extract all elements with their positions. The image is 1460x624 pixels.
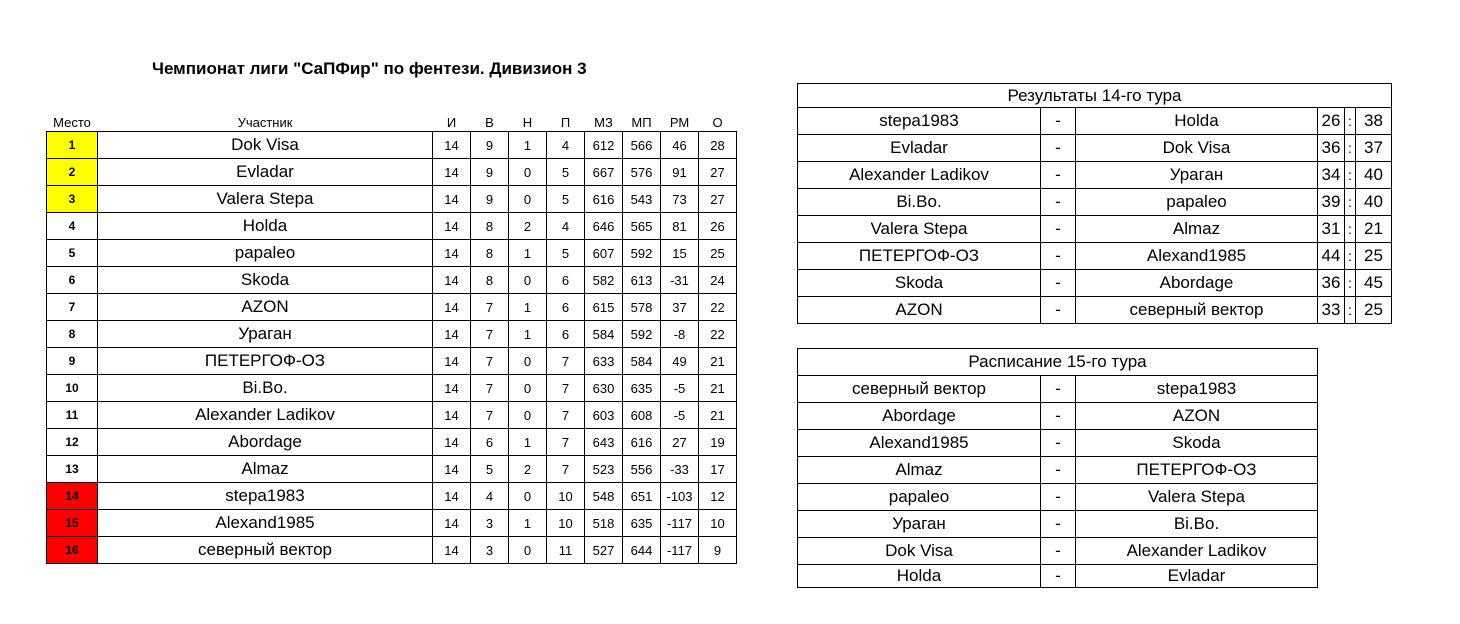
schedule-row — [798, 511, 1318, 538]
schedule-header-row — [798, 349, 1318, 376]
draws-cell: 2 — [509, 213, 547, 240]
missed-cell: 592 — [623, 240, 661, 267]
scored-cell: 607 — [585, 240, 623, 267]
header-scored: МЗ — [594, 115, 613, 130]
missed-cell: 635 — [623, 375, 661, 402]
missed-cell: 543 — [623, 186, 661, 213]
games-cell: 14 — [433, 240, 471, 267]
points-cell: 17 — [699, 456, 737, 483]
place-cell: 13 — [47, 456, 98, 483]
header-losses: П — [560, 115, 571, 130]
points-cell: 22 — [699, 321, 737, 348]
losses-cell: 10 — [547, 510, 585, 537]
missed-cell: 578 — [623, 294, 661, 321]
place-cell: 15 — [47, 510, 98, 537]
losses-cell: 4 — [547, 132, 585, 159]
scored-cell: 630 — [585, 375, 623, 402]
schedule-row — [798, 376, 1318, 403]
participant-name: Ураган — [98, 321, 433, 348]
score-colon: : — [1345, 189, 1356, 216]
missed-cell: 616 — [623, 429, 661, 456]
separator: - — [1041, 216, 1076, 243]
diff-cell: -117 — [661, 510, 699, 537]
separator: - — [1041, 565, 1076, 588]
standings-table — [46, 110, 737, 564]
result-row — [798, 162, 1392, 189]
scored-cell: 643 — [585, 429, 623, 456]
diff-cell: -8 — [661, 321, 699, 348]
diff-cell: 49 — [661, 348, 699, 375]
losses-cell: 7 — [547, 429, 585, 456]
away-team: AZON — [1076, 403, 1318, 430]
score-colon: : — [1345, 162, 1356, 189]
home-team: Bi.Bo. — [798, 189, 1041, 216]
place-cell: 14 — [47, 483, 98, 510]
draws-cell: 1 — [509, 321, 547, 348]
separator: - — [1041, 457, 1076, 484]
points-cell: 22 — [699, 294, 737, 321]
wins-cell: 8 — [471, 213, 509, 240]
standings-row — [47, 240, 737, 267]
place-cell: 8 — [47, 321, 98, 348]
losses-cell: 6 — [547, 321, 585, 348]
away-team: северный вектор — [1076, 297, 1318, 324]
header-place: Место — [53, 115, 91, 130]
separator: - — [1041, 430, 1076, 457]
wins-cell: 4 — [471, 483, 509, 510]
separator: - — [1041, 135, 1076, 162]
wins-cell: 5 — [471, 456, 509, 483]
draws-cell: 1 — [509, 429, 547, 456]
games-cell: 14 — [433, 267, 471, 294]
home-team: Valera Stepa — [798, 216, 1041, 243]
separator: - — [1041, 538, 1076, 565]
diff-cell: -5 — [661, 402, 699, 429]
separator: - — [1041, 108, 1076, 135]
result-row — [798, 216, 1392, 243]
home-team: северный вектор — [798, 376, 1041, 403]
scored-cell: 612 — [585, 132, 623, 159]
standings-row — [47, 321, 737, 348]
schedule-title: Расписание 15-го тура — [798, 349, 1318, 376]
home-score: 44 — [1318, 243, 1345, 270]
diff-cell: -5 — [661, 375, 699, 402]
home-team: Abordage — [798, 403, 1041, 430]
points-cell: 21 — [699, 402, 737, 429]
away-score: 40 — [1356, 162, 1392, 189]
home-team: ПЕТЕРГОФ-ОЗ — [798, 243, 1041, 270]
participant-name: Valera Stepa — [98, 186, 433, 213]
participant-name: северный вектор — [98, 537, 433, 564]
points-cell: 27 — [699, 159, 737, 186]
missed-cell: 565 — [623, 213, 661, 240]
header-participant: Участник — [237, 115, 293, 130]
draws-cell: 0 — [509, 402, 547, 429]
home-score: 36 — [1318, 270, 1345, 297]
home-team: Evladar — [798, 135, 1041, 162]
diff-cell: 15 — [661, 240, 699, 267]
wins-cell: 3 — [471, 510, 509, 537]
losses-cell: 6 — [547, 294, 585, 321]
points-cell: 28 — [699, 132, 737, 159]
home-team: stepa1983 — [798, 108, 1041, 135]
results-header-row — [798, 84, 1392, 108]
draws-cell: 1 — [509, 132, 547, 159]
games-cell: 14 — [433, 510, 471, 537]
games-cell: 14 — [433, 375, 471, 402]
place-cell: 4 — [47, 213, 98, 240]
missed-cell: 556 — [623, 456, 661, 483]
separator: - — [1041, 189, 1076, 216]
losses-cell: 4 — [547, 213, 585, 240]
away-team: Ураган — [1076, 162, 1318, 189]
separator: - — [1041, 297, 1076, 324]
away-team: Evladar — [1076, 565, 1318, 588]
diff-cell: -117 — [661, 537, 699, 564]
score-colon: : — [1345, 243, 1356, 270]
points-cell: 9 — [699, 537, 737, 564]
missed-cell: 644 — [623, 537, 661, 564]
diff-cell: 27 — [661, 429, 699, 456]
away-team: Holda — [1076, 108, 1318, 135]
games-cell: 14 — [433, 213, 471, 240]
away-team: Bi.Bo. — [1076, 511, 1318, 538]
losses-cell: 10 — [547, 483, 585, 510]
points-cell: 19 — [699, 429, 737, 456]
away-team: Alexand1985 — [1076, 243, 1318, 270]
separator: - — [1041, 270, 1076, 297]
standings-row — [47, 186, 737, 213]
page-title: Чемпионат лиги "СаПФир" по фентези. Дивизион 3 — [152, 59, 587, 78]
away-score: 25 — [1356, 297, 1392, 324]
away-team: Almaz — [1076, 216, 1318, 243]
away-team: Valera Stepa — [1076, 484, 1318, 511]
standings-row — [47, 483, 737, 510]
place-cell: 12 — [47, 429, 98, 456]
standings-row — [47, 267, 737, 294]
missed-cell: 576 — [623, 159, 661, 186]
away-score: 40 — [1356, 189, 1392, 216]
away-team: stepa1983 — [1076, 376, 1318, 403]
games-cell: 14 — [433, 348, 471, 375]
place-cell: 16 — [47, 537, 98, 564]
away-team: Abordage — [1076, 270, 1318, 297]
result-row — [798, 243, 1392, 270]
wins-cell: 7 — [471, 321, 509, 348]
result-row — [798, 189, 1392, 216]
games-cell: 14 — [433, 537, 471, 564]
standings-row — [47, 510, 737, 537]
result-row — [798, 108, 1392, 135]
standings-row — [47, 429, 737, 456]
missed-cell: 635 — [623, 510, 661, 537]
games-cell: 14 — [433, 429, 471, 456]
games-cell: 14 — [433, 294, 471, 321]
results-title: Результаты 14-го тура — [798, 84, 1392, 108]
standings-row — [47, 294, 737, 321]
diff-cell: 81 — [661, 213, 699, 240]
standings-row — [47, 402, 737, 429]
schedule-row — [798, 538, 1318, 565]
participant-name: AZON — [98, 294, 433, 321]
result-row — [798, 135, 1392, 162]
games-cell: 14 — [433, 321, 471, 348]
schedule-row — [798, 484, 1318, 511]
away-team: ПЕТЕРГОФ-ОЗ — [1076, 457, 1318, 484]
participant-name: Skoda — [98, 267, 433, 294]
draws-cell: 0 — [509, 267, 547, 294]
schedule-row — [798, 403, 1318, 430]
wins-cell: 7 — [471, 402, 509, 429]
scored-cell: 548 — [585, 483, 623, 510]
participant-name: stepa1983 — [98, 483, 433, 510]
diff-cell: 46 — [661, 132, 699, 159]
home-team: Almaz — [798, 457, 1041, 484]
schedule-table — [797, 348, 1318, 588]
points-cell: 21 — [699, 348, 737, 375]
home-score: 36 — [1318, 135, 1345, 162]
scored-cell: 527 — [585, 537, 623, 564]
points-cell: 12 — [699, 483, 737, 510]
losses-cell: 7 — [547, 375, 585, 402]
home-team: Ураган — [798, 511, 1041, 538]
wins-cell: 7 — [471, 375, 509, 402]
losses-cell: 5 — [547, 186, 585, 213]
missed-cell: 608 — [623, 402, 661, 429]
schedule-row — [798, 457, 1318, 484]
participant-name: Dok Visa — [98, 132, 433, 159]
draws-cell: 0 — [509, 483, 547, 510]
missed-cell: 651 — [623, 483, 661, 510]
draws-cell: 0 — [509, 186, 547, 213]
scored-cell: 615 — [585, 294, 623, 321]
standings-row — [47, 456, 737, 483]
away-team: papaleo — [1076, 189, 1318, 216]
away-team: Alexander Ladikov — [1076, 538, 1318, 565]
diff-cell: -31 — [661, 267, 699, 294]
points-cell: 10 — [699, 510, 737, 537]
place-cell: 5 — [47, 240, 98, 267]
scored-cell: 667 — [585, 159, 623, 186]
wins-cell: 3 — [471, 537, 509, 564]
games-cell: 14 — [433, 456, 471, 483]
scored-cell: 646 — [585, 213, 623, 240]
wins-cell: 7 — [471, 294, 509, 321]
missed-cell: 584 — [623, 348, 661, 375]
losses-cell: 5 — [547, 240, 585, 267]
losses-cell: 7 — [547, 402, 585, 429]
header-missed: МП — [631, 115, 652, 130]
home-score: 39 — [1318, 189, 1345, 216]
scored-cell: 603 — [585, 402, 623, 429]
separator: - — [1041, 376, 1076, 403]
games-cell: 14 — [433, 402, 471, 429]
games-cell: 14 — [433, 186, 471, 213]
participant-name: Evladar — [98, 159, 433, 186]
losses-cell: 11 — [547, 537, 585, 564]
losses-cell: 7 — [547, 456, 585, 483]
scored-cell: 582 — [585, 267, 623, 294]
home-team: Alexander Ladikov — [798, 162, 1041, 189]
score-colon: : — [1345, 108, 1356, 135]
scored-cell: 616 — [585, 186, 623, 213]
schedule-row — [798, 565, 1318, 588]
losses-cell: 5 — [547, 159, 585, 186]
standings-row — [47, 348, 737, 375]
place-cell: 11 — [47, 402, 98, 429]
draws-cell: 1 — [509, 510, 547, 537]
diff-cell: -33 — [661, 456, 699, 483]
standings-row — [47, 132, 737, 159]
draws-cell: 0 — [509, 537, 547, 564]
header-diff: РМ — [669, 115, 690, 130]
missed-cell: 566 — [623, 132, 661, 159]
draws-cell: 1 — [509, 294, 547, 321]
losses-cell: 7 — [547, 348, 585, 375]
points-cell: 24 — [699, 267, 737, 294]
away-score: 21 — [1356, 216, 1392, 243]
standings-row — [47, 537, 737, 564]
away-score: 25 — [1356, 243, 1392, 270]
away-score: 38 — [1356, 108, 1392, 135]
draws-cell: 0 — [509, 375, 547, 402]
participant-name: Bi.Bo. — [98, 375, 433, 402]
missed-cell: 592 — [623, 321, 661, 348]
games-cell: 14 — [433, 132, 471, 159]
home-team: Holda — [798, 565, 1041, 588]
points-cell: 27 — [699, 186, 737, 213]
place-cell: 2 — [47, 159, 98, 186]
separator: - — [1041, 243, 1076, 270]
result-row — [798, 297, 1392, 324]
standings-header-row — [47, 110, 737, 132]
separator: - — [1041, 484, 1076, 511]
draws-cell: 1 — [509, 240, 547, 267]
home-team: Alexand1985 — [798, 430, 1041, 457]
results-table — [797, 83, 1392, 324]
wins-cell: 7 — [471, 348, 509, 375]
home-team: AZON — [798, 297, 1041, 324]
home-score: 34 — [1318, 162, 1345, 189]
wins-cell: 9 — [471, 186, 509, 213]
home-team: Skoda — [798, 270, 1041, 297]
score-colon: : — [1345, 216, 1356, 243]
separator: - — [1041, 403, 1076, 430]
draws-cell: 0 — [509, 348, 547, 375]
scored-cell: 633 — [585, 348, 623, 375]
home-team: Dok Visa — [798, 538, 1041, 565]
home-score: 31 — [1318, 216, 1345, 243]
points-cell: 21 — [699, 375, 737, 402]
points-cell: 26 — [699, 213, 737, 240]
separator: - — [1041, 511, 1076, 538]
participant-name: Alexander Ladikov — [98, 402, 433, 429]
scored-cell: 584 — [585, 321, 623, 348]
wins-cell: 9 — [471, 159, 509, 186]
games-cell: 14 — [433, 483, 471, 510]
draws-cell: 0 — [509, 159, 547, 186]
participant-name: papaleo — [98, 240, 433, 267]
header-draws: Н — [522, 115, 533, 130]
participant-name: ПЕТЕРГОФ-ОЗ — [98, 348, 433, 375]
scored-cell: 518 — [585, 510, 623, 537]
schedule-row — [798, 430, 1318, 457]
wins-cell: 9 — [471, 132, 509, 159]
place-cell: 1 — [47, 132, 98, 159]
place-cell: 9 — [47, 348, 98, 375]
away-score: 45 — [1356, 270, 1392, 297]
header-wins: В — [485, 115, 494, 130]
participant-name: Holda — [98, 213, 433, 240]
result-row — [798, 270, 1392, 297]
place-cell: 7 — [47, 294, 98, 321]
participant-name: Almaz — [98, 456, 433, 483]
losses-cell: 6 — [547, 267, 585, 294]
away-team: Dok Visa — [1076, 135, 1318, 162]
standings-row — [47, 159, 737, 186]
games-cell: 14 — [433, 159, 471, 186]
header-games: И — [446, 115, 457, 130]
away-team: Skoda — [1076, 430, 1318, 457]
diff-cell: -103 — [661, 483, 699, 510]
diff-cell: 73 — [661, 186, 699, 213]
away-score: 37 — [1356, 135, 1392, 162]
missed-cell: 613 — [623, 267, 661, 294]
draws-cell: 2 — [509, 456, 547, 483]
home-team: papaleo — [798, 484, 1041, 511]
scored-cell: 523 — [585, 456, 623, 483]
home-score: 33 — [1318, 297, 1345, 324]
wins-cell: 6 — [471, 429, 509, 456]
place-cell: 3 — [47, 186, 98, 213]
score-colon: : — [1345, 270, 1356, 297]
header-points: О — [712, 115, 723, 130]
participant-name: Alexand1985 — [98, 510, 433, 537]
diff-cell: 37 — [661, 294, 699, 321]
home-score: 26 — [1318, 108, 1345, 135]
standings-row — [47, 213, 737, 240]
separator: - — [1041, 162, 1076, 189]
score-colon: : — [1345, 135, 1356, 162]
points-cell: 25 — [699, 240, 737, 267]
participant-name: Abordage — [98, 429, 433, 456]
diff-cell: 91 — [661, 159, 699, 186]
wins-cell: 8 — [471, 267, 509, 294]
standings-row — [47, 375, 737, 402]
wins-cell: 8 — [471, 240, 509, 267]
place-cell: 6 — [47, 267, 98, 294]
score-colon: : — [1345, 297, 1356, 324]
place-cell: 10 — [47, 375, 98, 402]
